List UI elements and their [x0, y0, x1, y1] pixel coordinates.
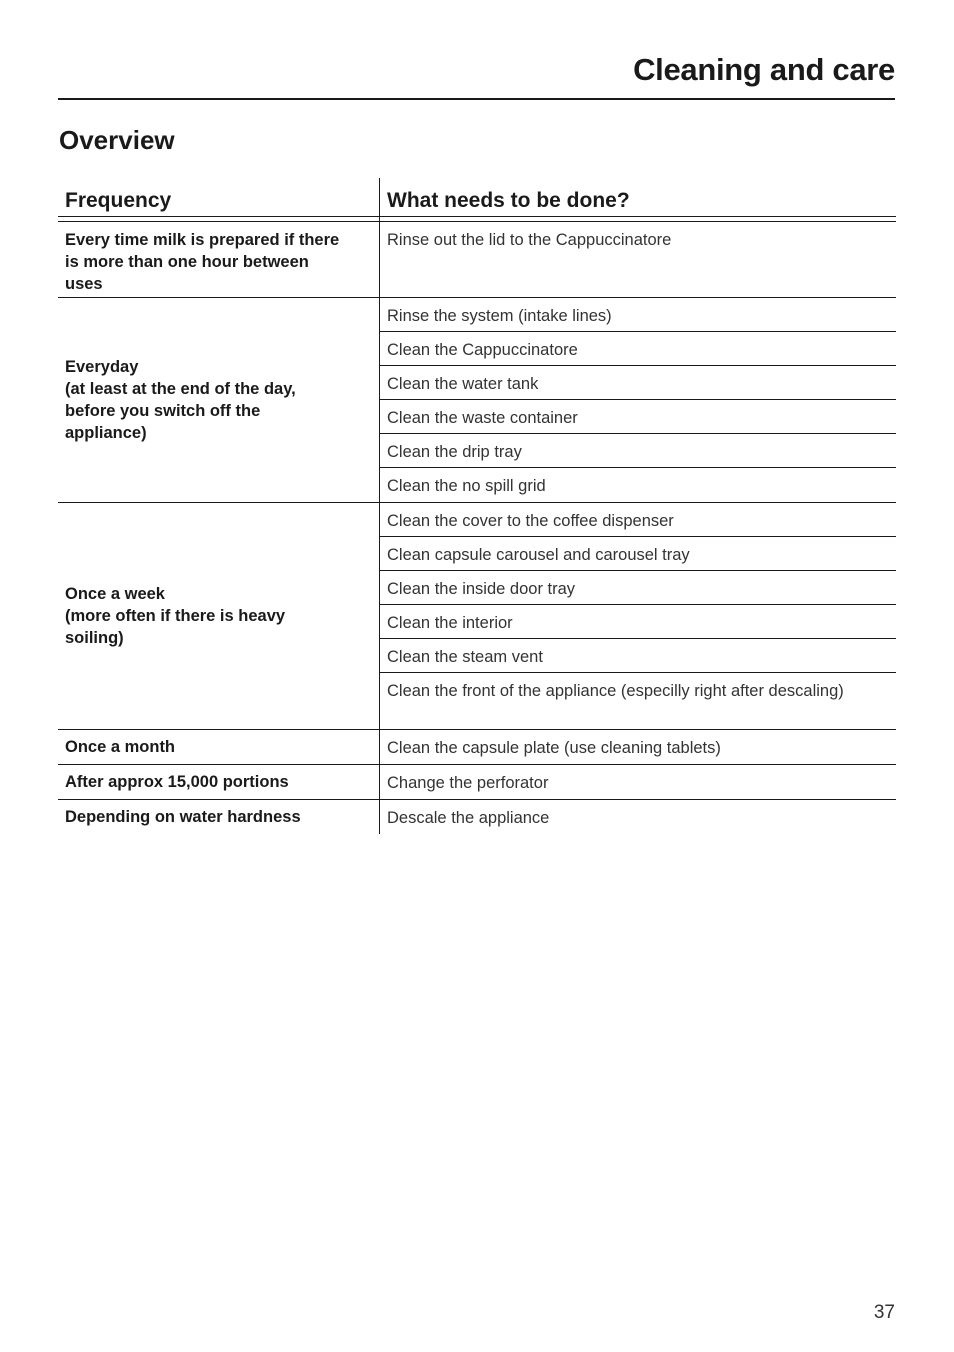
frequency-line: soiling) [65, 629, 124, 647]
frequency-cell [58, 298, 380, 502]
frequency-line: before you switch off the [65, 402, 261, 420]
frequency-cell [58, 222, 380, 297]
table-row-group [58, 503, 896, 730]
task-cell: Clean the no spill grid [387, 477, 546, 495]
frequency-line: Once a week [65, 585, 165, 603]
task-cell: Clean the waste container [380, 400, 896, 434]
page-number: 37 [873, 1302, 895, 1323]
section-title: Overview [59, 125, 175, 155]
table-row-group [58, 222, 896, 298]
table-row-group [58, 800, 896, 834]
task-list [380, 298, 896, 502]
frequency-line: Depending on water hardness [65, 808, 301, 826]
task-cell: Clean the interior [380, 605, 896, 639]
task-cell: Clean the steam vent [380, 639, 896, 673]
table-row-group [58, 298, 896, 503]
frequency-line: (more often if there is heavy [65, 607, 286, 625]
table-row-group [58, 730, 896, 765]
frequency-cell [58, 503, 380, 729]
column-header-tasks: What needs to be done? [387, 189, 630, 212]
frequency-line: Everyday [65, 358, 139, 376]
task-list [380, 730, 896, 764]
header-divider [58, 98, 895, 100]
frequency-cell [58, 800, 380, 834]
task-cell: Clean the inside door tray [380, 571, 896, 605]
frequency-line: is more than one hour between [65, 253, 309, 271]
frequency-line: Every time milk is prepared if there [65, 231, 340, 249]
task-cell: Clean the cover to the coffee dispenser [380, 503, 896, 537]
task-list [380, 503, 896, 729]
task-cell: Rinse the system (intake lines) [380, 298, 896, 332]
task-cell: Clean the front of the appliance (especilly right after descaling) [387, 682, 844, 700]
task-cell: Clean the Cappuccinatore [380, 332, 896, 366]
task-cell: Clean the drip tray [380, 434, 896, 468]
frequency-line: uses [65, 275, 103, 293]
task-cell: Descale the appliance [387, 809, 550, 827]
task-list [380, 222, 896, 297]
table-row-group [58, 765, 896, 800]
task-cell: Clean the capsule plate (use cleaning tablets) [387, 739, 721, 757]
page-header-title: Cleaning and care [633, 52, 895, 87]
task-list [380, 800, 896, 834]
task-cell: Clean the water tank [380, 366, 896, 400]
task-cell: Rinse out the lid to the Cappuccinatore [387, 231, 672, 249]
task-list [380, 765, 896, 799]
frequency-cell [58, 765, 380, 799]
frequency-line: Once a month [65, 738, 176, 756]
cleaning-schedule-table [58, 178, 896, 834]
frequency-line: (at least at the end of the day, [65, 380, 296, 398]
task-cell: Change the perforator [387, 774, 549, 792]
frequency-cell [58, 730, 380, 764]
frequency-line: After approx 15,000 portions [65, 773, 289, 791]
column-header-frequency: Frequency [58, 178, 380, 216]
task-cell: Clean capsule carousel and carousel tray [380, 537, 896, 571]
table-header-row [58, 178, 896, 217]
frequency-line: appliance) [65, 424, 147, 442]
